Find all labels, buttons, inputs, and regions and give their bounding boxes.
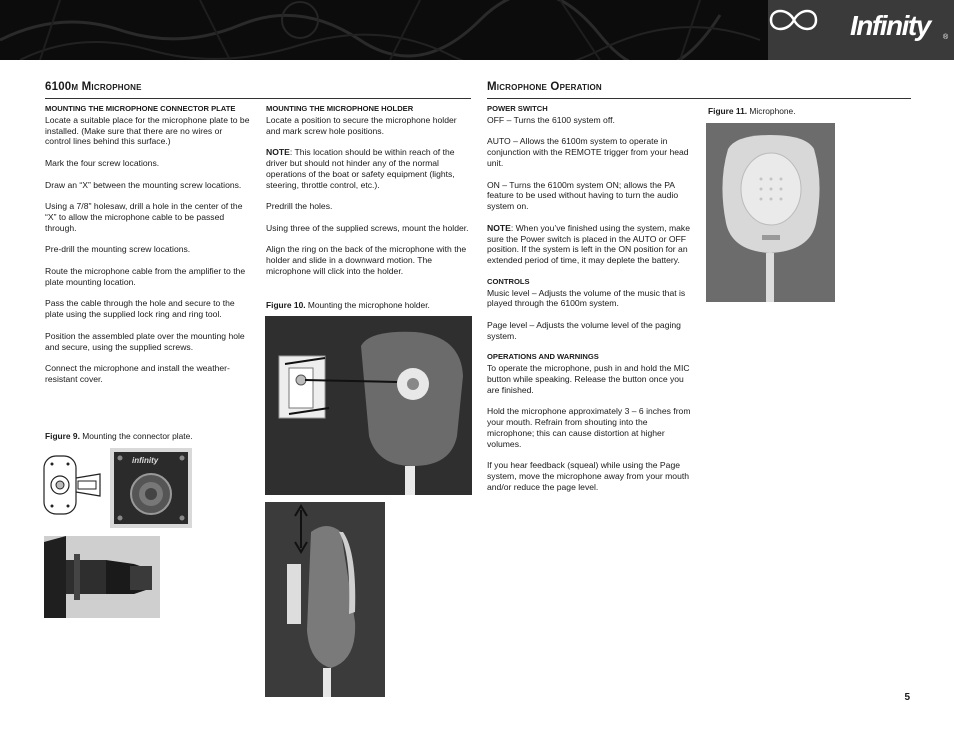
paragraph: Using three of the supplied screws, mount the holder.	[266, 222, 469, 233]
paragraph: Using a 7/8" holesaw, drill a hole in the center of the “X” to allow the microphone cable to be passed through.	[45, 201, 243, 233]
connector-plate-photo	[110, 448, 192, 528]
paragraph: Locate a suitable place for the microphone plate to be installed. (Make sure that there are no wires or control lines behind this surface.)	[45, 114, 250, 147]
paragraph: Draw an “X” between the mounting screw locations.	[45, 179, 242, 190]
figure-10-caption	[266, 300, 471, 311]
paragraph: Music level – Adjusts the volume of the music that is played through the 6100m system.	[487, 287, 686, 309]
paragraph: Position the assembled plate over the mounting hole and secure, using the supplied screws.	[45, 330, 245, 352]
figure-9-label: Figure 9.	[45, 431, 80, 441]
paragraph: Align the ring on the back of the microphone with the holder and slide in a downward motion. The microphone will click into the holder.	[266, 244, 467, 276]
paragraph: Pre-drill the mounting screw locations.	[45, 244, 191, 255]
paragraph: Route the microphone cable from the amplifier to the plate mounting location.	[45, 265, 246, 287]
note-label: NOTE	[487, 222, 511, 233]
note-paragraph	[266, 147, 471, 190]
section-title-microphone-operation: Microphone Operation	[487, 81, 602, 93]
section-rule-left	[45, 98, 471, 99]
subhead-controls: CONTROLS	[487, 276, 530, 286]
figure-10-label: Figure 10.	[266, 300, 306, 310]
microphone-front-photo	[706, 123, 835, 302]
subhead-operations-warnings: OPERATIONS AND WARNINGS	[487, 352, 599, 362]
header-banner	[0, 0, 954, 60]
paragraph: If you hear feedback (squeal) while using the Page system, move the microphone away from your mouth and/or reduce the page level.	[487, 460, 690, 492]
paragraph: Hold the microphone approximately 3 – 6 inches from your mouth. Refrain from shouting into the microphone; this can cause distortion at higher volumes.	[487, 406, 691, 449]
microphone-front-photo-art	[706, 123, 835, 302]
figure-11-caption	[708, 106, 908, 117]
paragraph: Connect the microphone and install the weather-resistant cover.	[45, 363, 230, 384]
connector-cover-photo-art	[44, 536, 160, 618]
figure-10-text: Mounting the microphone holder.	[305, 300, 430, 310]
page-number: 5	[904, 692, 910, 703]
microphone-side-photo-art	[265, 502, 385, 697]
paragraph: OFF – Turns the 6100 system off.	[487, 114, 615, 125]
microphone-side-photo	[265, 502, 385, 697]
connector-plate-diagram	[42, 452, 114, 520]
brand-logo-box	[768, 0, 954, 60]
subhead-connector-plate: MOUNTING THE MICROPHONE CONNECTOR PLATE	[45, 104, 236, 113]
connector-cover-photo	[44, 536, 160, 618]
microphone-holder-photo-art	[265, 316, 472, 495]
note-text: : This location should be within reach of the driver but should not hinder any of the normal operations of the boat or safety equipment (lights, steering, throttle control, etc.).	[266, 147, 455, 190]
figure-11-text: Microphone.	[747, 106, 796, 116]
paragraph: To operate the microphone, push in and hold the MIC button while speaking. Release the button once you are finished.	[487, 363, 690, 395]
paragraph: AUTO – Allows the 6100m system to operate in conjunction with the REMOTE trigger from your head unit.	[487, 136, 689, 168]
note-text: : When you’ve finished using the system, make sure the Power switch is placed in the AUTO or OFF position. If the system is left in the ON position for an extended period of time, it may deplete the battery.	[487, 222, 690, 266]
brand-wordmark: Infinity	[850, 10, 930, 41]
figure-9-text: Mounting the connector plate.	[79, 431, 193, 441]
note-label: NOTE	[266, 147, 290, 158]
column-microphone-operation	[487, 104, 692, 503]
figure-9-caption	[45, 431, 250, 442]
subhead-microphone-holder: MOUNTING THE MICROPHONE HOLDER	[266, 104, 414, 113]
figure-11-label: Figure 11.	[708, 106, 748, 116]
subhead-power-switch: POWER SWITCH	[487, 104, 548, 113]
column-connector-plate	[45, 104, 250, 396]
trademark-symbol: ®	[943, 34, 949, 41]
plate-logo-text: infinity	[132, 456, 159, 465]
column-microphone-holder	[266, 104, 471, 288]
section-title-6100m-microphone: 6100m Microphone	[45, 81, 142, 93]
paragraph: Pass the cable through the hole and secure to the plate using the supplied lock ring and ring tool.	[45, 298, 235, 320]
paragraph: ON – Turns the 6100m system ON; allows the PA feature to be used without having to turn the audio system on.	[487, 179, 679, 212]
note-paragraph	[487, 223, 692, 266]
paragraph: Page level – Adjusts the volume level of the paging system.	[487, 319, 681, 341]
paragraph: Mark the four screw locations.	[45, 157, 160, 168]
paragraph: Predrill the holes.	[266, 201, 333, 212]
paragraph: Locate a position to secure the microphone holder and mark screw hole positions.	[266, 114, 457, 136]
section-rule-right	[487, 98, 911, 99]
microphone-holder-photo	[265, 316, 472, 495]
